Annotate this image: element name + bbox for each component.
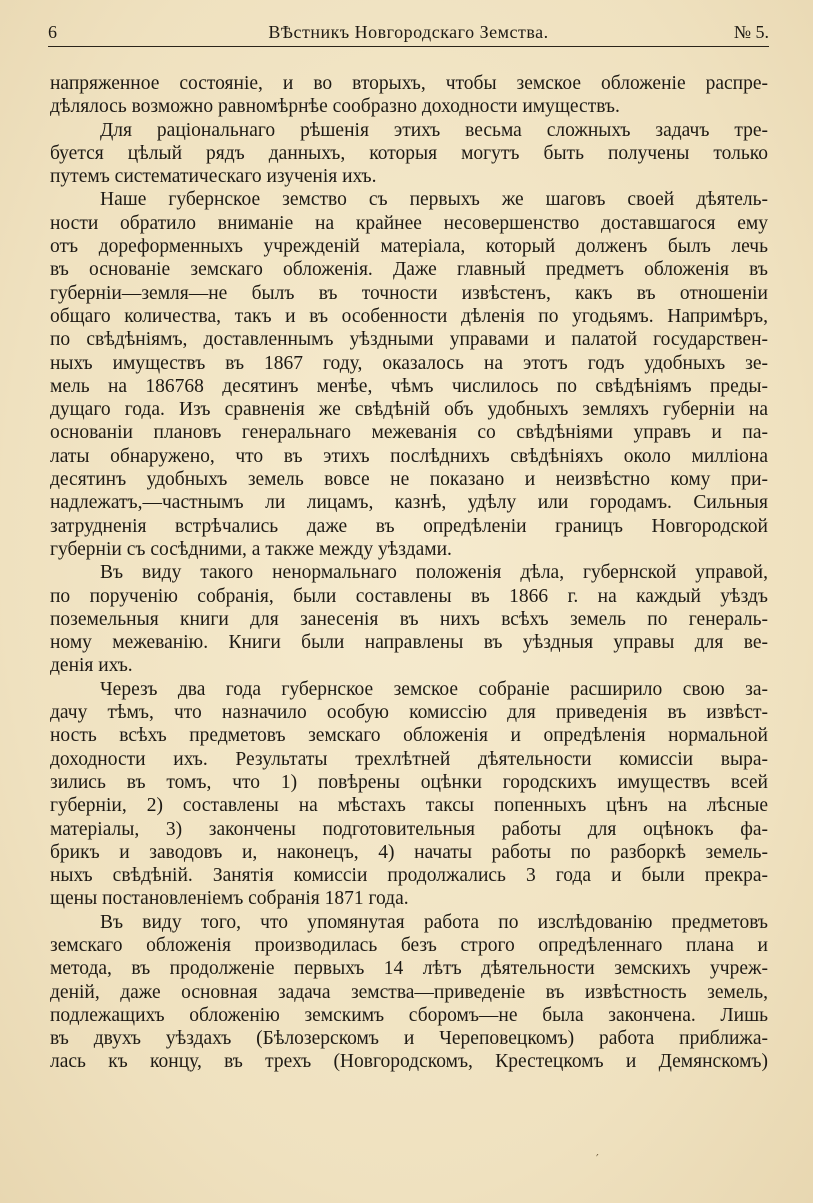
text-line: ности обратило вниманіе на крайнее несовершенство доставшагося ему xyxy=(50,212,768,234)
text-line: основаніи плановъ генеральнаго межеванія со свѣдѣніями управъ и па- xyxy=(50,422,768,444)
text-line: щены постановленіемъ собранія 1871 года. xyxy=(50,888,409,910)
text-line: Наше губернское земство съ первыхъ же шаговъ своей дѣятель- xyxy=(100,189,768,211)
text-line: путемъ систематическаго изученія ихъ. xyxy=(50,166,377,188)
issue-number: № 5. xyxy=(733,22,769,42)
text-line: Въ виду того, что упомянутая работа по изслѣдованію предметовъ xyxy=(100,911,768,933)
text-line: лась къ концу, въ трехъ (Новгородскомъ, Крестецкомъ и Демянскомъ) xyxy=(50,1051,768,1073)
text-line: латы обнаружено, что въ этихъ послѣднихъ свѣдѣніяхъ около милліона xyxy=(50,445,768,467)
text-line: денія ихъ. xyxy=(50,655,133,677)
text-line: въ основаніе земскаго обложенія. Даже главный предметъ обложенія въ xyxy=(50,259,768,281)
text-line: надлежатъ,—частнымъ ли лицамъ, казнѣ, удѣлу или городамъ. Сильныя xyxy=(50,492,768,514)
paper-speck: ′ xyxy=(596,1152,599,1166)
text-line: напряженное состояніе, и во вторыхъ, чтобы земское обложеніе распре- xyxy=(50,73,768,94)
running-header xyxy=(48,20,769,47)
text-line: затрудненія встрѣчались даже въ опредѣленіи границъ Новгородской xyxy=(50,515,768,537)
text-line: губерніи—земля—не былъ въ точности извѣстенъ, какъ въ отношеніи xyxy=(50,282,768,304)
text-line: по свѣдѣніямъ, доставленнымъ уѣздными управами и палатой государствен- xyxy=(50,329,768,351)
text-line: губерніи, 2) составлены на мѣстахъ таксы попенныхъ цѣнъ на лѣсные xyxy=(50,795,768,817)
text-line: матеріалы, 3) закончены подготовительныя работы для оцѣнокъ фа- xyxy=(50,818,768,840)
text-line: зились въ томъ, что 1) повѣрены оцѣнки городскихъ имуществъ всей xyxy=(50,771,768,793)
text-line: общаго количества, такъ и въ особенности дѣленія по угодьямъ. Напримѣръ, xyxy=(50,305,768,327)
text-line: десятинъ удобныхъ земель вовсе не показано и неизвѣстно кому при- xyxy=(50,469,768,491)
text-line: деній, даже основная задача земства—приведеніе въ извѣстность земель, xyxy=(50,981,768,1003)
text-line: поземельныя книги для занесенія въ нихъ всѣхъ земель по генераль- xyxy=(50,608,768,630)
text-line: мель на 186768 десятинъ менѣе, чѣмъ числилось по свѣдѣніямъ преды- xyxy=(50,375,768,397)
text-line: по порученію собранія, были составлены въ 1866 г. на каждый уѣздъ xyxy=(50,585,768,607)
text-line: буется цѣлый рядъ данныхъ, которыя могутъ быть получены только xyxy=(50,142,768,164)
text-line: отъ дореформенныхъ учрежденій матеріала, который долженъ былъ лечь xyxy=(50,236,768,258)
journal-title: ВѢстникъ Новгородскаго Земства. xyxy=(268,22,549,42)
body-text xyxy=(50,72,768,1074)
text-line: метода, въ продолженіе первыхъ 14 лѣтъ дѣятельности земскихъ учреж- xyxy=(50,958,768,980)
text-line: брикъ и заводовъ и, наконецъ, 4) начаты работы по разборкѣ земель- xyxy=(50,841,768,863)
text-line: Въ виду такого ненормальнаго положенія дѣла, губернской управой, xyxy=(100,562,768,584)
text-line: подлежащихъ обложенію земскимъ сборомъ—не была закончена. Лишь xyxy=(50,1004,768,1026)
page-number: 6 xyxy=(48,22,57,42)
text-line: дущаго года. Изъ сравненія же свѣдѣній объ удобныхъ земляхъ губерніи на xyxy=(50,399,768,421)
text-line: ность всѣхъ предметовъ земскаго обложенія и опредѣленія нормальной xyxy=(50,725,768,747)
text-line: ныхъ имуществъ въ 1867 году, оказалось на этотъ годъ удобныхъ зе- xyxy=(50,352,768,374)
text-line: ныхъ свѣдѣній. Занятія комиссіи продолжались 3 года и были прекра- xyxy=(50,865,768,887)
text-line: дѣлялось возможно равномѣрнѣе сообразно доходности имуществъ. xyxy=(50,96,620,118)
text-line: ному межеванію. Книги были направлены въ уѣздныя управы для ве- xyxy=(50,632,768,654)
text-line: дачу тѣмъ, что назначило особую комиссію для приведенія въ извѣст- xyxy=(50,702,768,724)
text-line: Черезъ два года губернское земское собраніе расширило свою за- xyxy=(100,678,768,700)
text-line: земскаго обложенія производилась безъ строго опредѣленнаго плана и xyxy=(50,934,768,956)
text-line: доходности ихъ. Результаты трехлѣтней дѣятельности комиссіи выра- xyxy=(50,748,768,770)
text-line: губерніи съ сосѣдними, а также между уѣздами. xyxy=(50,538,452,560)
text-line: въ двухъ уѣздахъ (Бѣлозерскомъ и Череповецкомъ) работа приближа- xyxy=(50,1028,768,1050)
text-line: Для раціональнаго рѣшенія этихъ весьма сложныхъ задачъ тре- xyxy=(100,119,768,141)
